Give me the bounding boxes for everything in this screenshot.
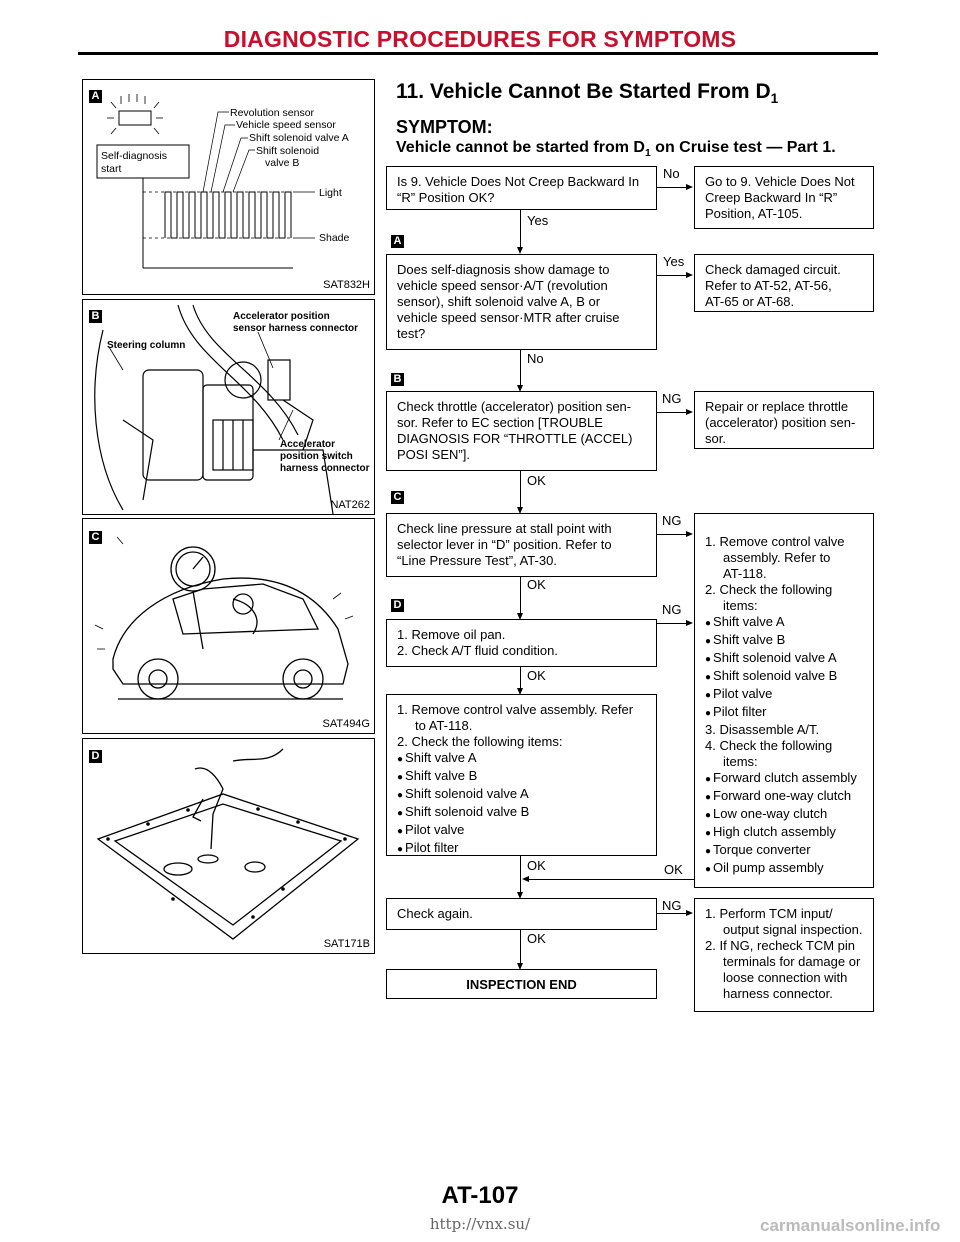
connector	[657, 275, 686, 276]
flow-box-2-line4: vehicle speed sensor·MTR after cruise	[397, 310, 620, 325]
label-no-2: No	[527, 351, 544, 366]
flow-box-1-line1: Is 9. Vehicle Does Not Creep Backward In	[397, 174, 640, 189]
connector	[520, 856, 521, 893]
section-title-sub: 1	[770, 91, 779, 107]
figure-b-label-aps2: sensor harness connector	[233, 323, 359, 334]
flow-box-7r-line6: harness connector.	[723, 986, 833, 1001]
list-item: ● Forward one-way clutch	[705, 788, 863, 806]
figure-d-code: SAT171B	[323, 938, 370, 950]
symptom-text	[396, 139, 836, 159]
figure-b-label-aps1: Accelerator position	[233, 311, 330, 322]
list-item: ● Low one-way clutch	[705, 806, 863, 824]
label-ok-3: OK	[527, 473, 546, 488]
flow-box-3-line2: sor. Refer to EC section [TROUBLE	[397, 415, 603, 430]
flow-box-6-items	[397, 750, 646, 858]
flow-box-6	[386, 694, 657, 856]
label-ok-4: OK	[527, 577, 546, 592]
label-ok-7: OK	[527, 931, 546, 946]
arrow-right	[686, 910, 693, 916]
connector	[657, 187, 686, 188]
figure-a-label-start: start	[101, 163, 122, 175]
flow-box-6r-line2: assembly. Refer to	[723, 550, 831, 565]
figure-a-label-ssva: Shift solenoid valve A	[249, 132, 349, 144]
flow-box-end	[386, 969, 657, 999]
figure-d	[82, 738, 375, 954]
label-ng-3: NG	[662, 391, 682, 406]
figure-b-label-posswitch: position switch	[280, 451, 353, 462]
figure-b-code: NAT262	[330, 499, 370, 511]
figure-letter-b: B	[89, 310, 102, 323]
list-item: ● Shift valve B	[705, 632, 863, 650]
flow-box-6r-line4: 2. Check the following	[705, 582, 833, 597]
connector	[520, 667, 521, 689]
figure-c-drawing	[83, 519, 374, 733]
flow-box-5-line2: 2. Check A/T fluid condition.	[397, 643, 558, 658]
flow-box-4-line2: selector lever in “D” position. Refer to	[397, 537, 612, 552]
side-letter-a: A	[391, 235, 404, 248]
list-item: ● Pilot valve	[397, 822, 646, 840]
label-ok-5: OK	[527, 668, 546, 683]
footer-watermark: carmanualsonline.info	[760, 1216, 941, 1235]
flow-box-5	[386, 619, 657, 667]
symptom-text-post: on Cruise test — Part 1.	[650, 139, 836, 156]
flow-box-4-line1: Check line pressure at stall point with	[397, 521, 612, 536]
flow-box-6r	[694, 513, 874, 888]
flow-box-1r-line1: Go to 9. Vehicle Does Not	[705, 174, 855, 189]
side-letter-c: C	[391, 491, 404, 504]
flow-box-end-line1: INSPECTION END	[466, 977, 577, 992]
figure-a-label-ssvb2: valve B	[265, 157, 300, 169]
list-item: ● Pilot valve	[705, 686, 863, 704]
flow-box-3r-line1: Repair or replace throttle	[705, 399, 849, 414]
section-title	[396, 80, 778, 106]
connector	[520, 471, 521, 508]
flow-box-6r-items2	[705, 770, 863, 878]
flow-box-2r-line3: AT-65 or AT-68.	[705, 294, 795, 309]
figure-a-drawing	[83, 80, 374, 294]
label-ng-4: NG	[662, 513, 682, 528]
label-yes-2: Yes	[663, 254, 685, 269]
figure-c-code: SAT494G	[322, 718, 370, 730]
list-item: ● Shift solenoid valve A	[397, 786, 646, 804]
label-ng-5: NG	[662, 602, 682, 617]
flow-box-1	[386, 166, 657, 210]
section-title-text: 11. Vehicle Cannot Be Started From D	[396, 80, 771, 103]
connector	[657, 913, 686, 914]
figure-a-label-ssvb1: Shift solenoid	[256, 145, 320, 157]
flow-box-7r-line3: 2. If NG, recheck TCM pin	[705, 938, 856, 953]
list-item: ● High clutch assembly	[705, 824, 863, 842]
flow-box-2r-line2: Refer to AT-52, AT-56,	[705, 278, 832, 293]
arrow-left	[522, 876, 529, 882]
flow-box-6r-line7: 4. Check the following	[705, 738, 833, 753]
flow-box-6-line2: to AT-118.	[415, 718, 473, 733]
footer-url[interactable]: http://vnx.su/	[429, 1215, 531, 1233]
flow-box-6r-items1	[705, 614, 863, 722]
flow-box-1r-line2: Creep Backward In “R”	[705, 190, 838, 205]
flow-box-4-line3: “Line Pressure Test”, AT-30.	[397, 553, 557, 568]
flow-box-7r-line4: terminals for damage or	[723, 954, 861, 969]
label-yes-1: Yes	[527, 213, 549, 228]
flow-box-5-line1: 1. Remove oil pan.	[397, 627, 506, 642]
list-item: ● Shift solenoid valve A	[705, 650, 863, 668]
arrow-right	[686, 409, 693, 415]
flow-box-3r-line3: sor.	[705, 431, 726, 446]
flow-box-2-line3: sensor), shift solenoid valve A, B or	[397, 294, 601, 309]
figure-a-label-light: Light	[319, 187, 342, 199]
label-ok-return: OK	[664, 862, 683, 877]
list-item: ● Shift solenoid valve B	[397, 804, 646, 822]
figure-a-code: SAT832H	[323, 279, 370, 291]
arrow-right	[686, 272, 693, 278]
figure-b-label-harness: harness connector	[280, 463, 370, 474]
flow-box-6r-line8: items:	[723, 754, 758, 769]
label-ok-6: OK	[527, 858, 546, 873]
symptom-text-pre: Vehicle cannot be started from D	[396, 139, 645, 156]
figure-a	[82, 79, 375, 295]
flow-box-3r-line2: (accelerator) position sen-	[705, 415, 856, 430]
figure-c	[82, 518, 375, 734]
figure-a-label-revolution: Revolution sensor	[230, 107, 315, 119]
flow-box-1-line2: “R” Position OK?	[397, 190, 495, 205]
arrow-right	[686, 184, 693, 190]
list-item: ● Forward clutch assembly	[705, 770, 863, 788]
flow-box-3-line4: POSI SEN”].	[397, 447, 470, 462]
flow-box-1r	[694, 166, 874, 229]
list-item: ● Shift valve A	[397, 750, 646, 768]
flow-box-3-line3: DIAGNOSIS FOR “THROTTLE (ACCEL)	[397, 431, 633, 446]
list-item: ● Pilot filter	[705, 704, 863, 722]
flow-box-7r	[694, 898, 874, 1012]
connector	[529, 879, 694, 880]
list-item: ● Pilot filter	[397, 840, 646, 858]
figure-a-label-selfdiag: Self-diagnosis	[101, 150, 167, 162]
side-letter-b: B	[391, 373, 404, 386]
flow-box-2	[386, 254, 657, 350]
flow-box-6r-line1: 1. Remove control valve	[705, 534, 845, 549]
side-letter-d: D	[391, 599, 404, 612]
flow-box-2-line5: test?	[397, 326, 426, 341]
symptom-heading: SYMPTOM:	[396, 117, 493, 137]
list-item: ● Torque converter	[705, 842, 863, 860]
flow-box-6-line1: 1. Remove control valve assembly. Refer	[397, 702, 634, 717]
label-no-1: No	[663, 166, 680, 181]
arrow-right	[686, 620, 693, 626]
flow-box-7	[386, 898, 657, 930]
flow-box-7r-line1: 1. Perform TCM input/	[705, 906, 833, 921]
flow-box-7r-line5: loose connection with	[723, 970, 848, 985]
flow-box-6-line3: 2. Check the following items:	[397, 734, 563, 749]
flow-box-3-line1: Check throttle (accelerator) position sen-	[397, 399, 632, 414]
connector	[520, 210, 521, 248]
arrow-right	[686, 531, 693, 537]
list-item: ● Shift valve A	[705, 614, 863, 632]
figure-a-label-vss: Vehicle speed sensor	[236, 119, 336, 131]
figure-b-label-accel: Accelerator	[280, 439, 336, 450]
figure-letter-c: C	[89, 531, 102, 544]
connector	[657, 623, 686, 624]
flow-box-2r	[694, 254, 874, 312]
connector	[520, 350, 521, 386]
flow-box-6r-line6: 3. Disassemble A/T.	[705, 722, 820, 737]
connector	[657, 412, 686, 413]
flow-box-7r-line2: output signal inspection.	[723, 922, 863, 937]
flow-box-2-line2: vehicle speed sensor·A/T (revolution	[397, 278, 608, 293]
figure-b-label-steering: Steering column	[107, 340, 186, 351]
header-rule	[78, 52, 878, 55]
flow-box-1r-line3: Position, AT-105.	[705, 206, 803, 221]
connector	[520, 930, 521, 964]
list-item: ● Shift solenoid valve B	[705, 668, 863, 686]
list-item: ● Shift valve B	[397, 768, 646, 786]
figure-letter-d: D	[89, 750, 102, 763]
flow-box-3	[386, 391, 657, 471]
arrow-down	[517, 247, 523, 254]
figure-b	[82, 299, 375, 515]
figure-a-label-shade: Shade	[319, 232, 350, 244]
flow-box-6r-line3: AT-118.	[723, 566, 767, 581]
flow-box-2-line1: Does self-diagnosis show damage to	[397, 262, 610, 277]
list-item: ● Oil pump assembly	[705, 860, 863, 878]
page-number: AT-107	[441, 1182, 519, 1209]
symptom-text-sub: 1	[644, 148, 651, 160]
figure-d-drawing	[83, 739, 374, 953]
connector	[520, 577, 521, 614]
figure-letter-a: A	[89, 90, 102, 103]
flow-box-4	[386, 513, 657, 577]
flow-box-3r	[694, 391, 874, 449]
connector	[657, 534, 686, 535]
flow-box-6r-line5: items:	[723, 598, 758, 613]
label-ng-7: NG	[662, 898, 682, 913]
flow-box-7-line1: Check again.	[397, 906, 473, 921]
figure-b-drawing	[83, 300, 374, 514]
page-header-title: DIAGNOSTIC PROCEDURES FOR SYMPTOMS	[223, 26, 737, 52]
flow-box-2r-line1: Check damaged circuit.	[705, 262, 841, 277]
